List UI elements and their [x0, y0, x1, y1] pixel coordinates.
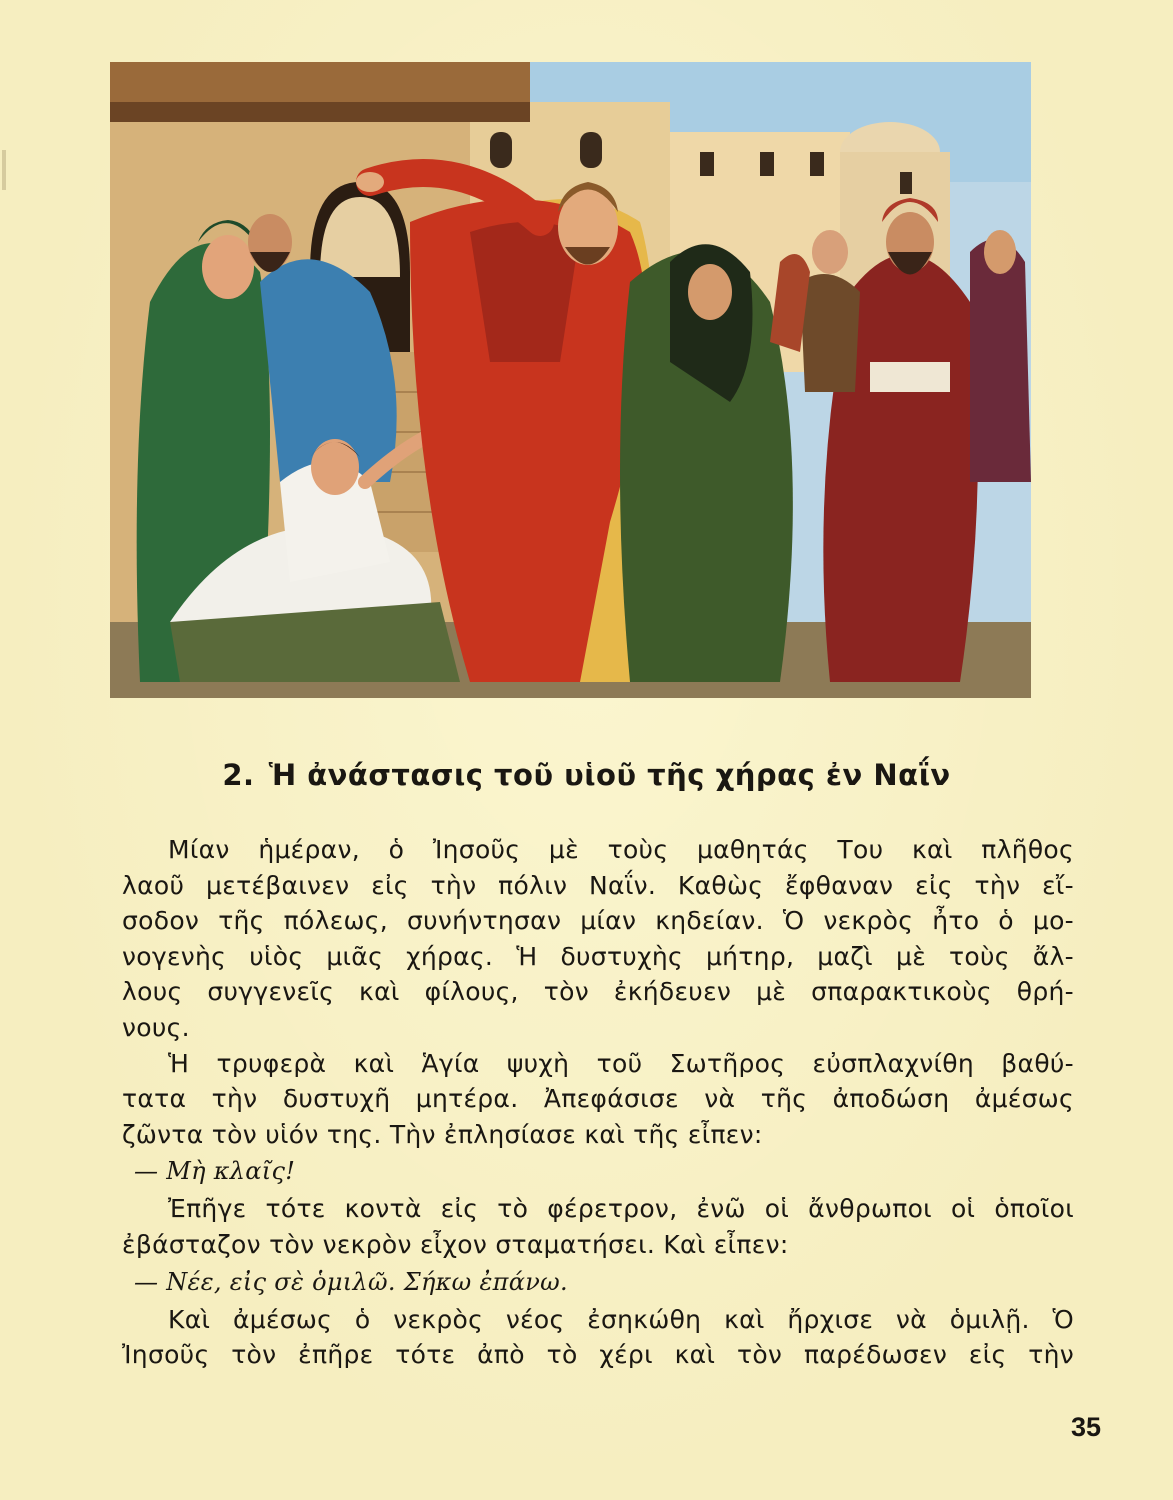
- chapter-number: 2.: [222, 758, 255, 792]
- chapter-heading: [60, 758, 1113, 806]
- text-line: Ἡ τρυφερὰ καὶ Ἁγία ψυχὴ τοῦ Σωτῆρος εὐσπλαχνίθη βαθύ-: [168, 1048, 1074, 1078]
- page-edge-mark: [2, 150, 6, 190]
- dialog-line: — Νέε, εἰς σὲ ὁμιλῶ. Σήκω ἐπάνω.: [134, 1267, 568, 1296]
- text-line: λαοῦ μετέβαινεν εἰς τὴν πόλιν Ναΐν. Καθὼς ἔφθαναν εἰς τὴν εἴ-: [122, 870, 1074, 900]
- text-line: ζῶντα τὸν υἱόν της. Τὴν ἐπλησίασε καὶ τῆς εἶπεν:: [122, 1119, 763, 1149]
- text-line: νους.: [122, 1012, 190, 1042]
- chapter-title: Ἡ ἀνάστασις τοῦ υἱοῦ τῆς χήρας ἐν Ναΐν: [268, 758, 951, 792]
- text-line: νογενὴς υἱὸς μιᾶς χήρας. Ἡ δυστυχὴς μήτηρ, μαζὶ μὲ τοὺς ἄλ-: [122, 941, 1074, 971]
- text-line: Ἰησοῦς τὸν ἐπῆρε τότε ἀπὸ τὸ χέρι καὶ τὸν παρέδωσεν εἰς τὴν: [122, 1340, 1074, 1370]
- page-number: 35: [1070, 1412, 1101, 1442]
- text-line: Καὶ ἀμέσως ὁ νεκρὸς νέος ἐσηκώθη καὶ ἤρχισε νὰ ὁμιλῇ. Ὁ: [168, 1304, 1074, 1334]
- body-text: [122, 832, 1074, 1373]
- text-line: Ἐπῆγε τότε κοντὰ εἰς τὸ φέρετρον, ἐνῶ οἱ ἄνθρωποι οἱ ὁποῖοι: [168, 1194, 1074, 1224]
- text-line: ἐβάσταζον τὸν νεκρὸν εἶχον σταματήσει. Καὶ εἶπεν:: [122, 1229, 789, 1259]
- raising-of-widows-son-illustration: [110, 62, 1031, 698]
- text-line: σοδον τῆς πόλεως, συνήντησαν μίαν κηδείαν. Ὁ νεκρὸς ἦτο ὁ μο-: [122, 906, 1074, 936]
- text-line: λους συγγενεῖς καὶ φίλους, τὸν ἐκήδευεν μὲ σπαρακτικοὺς θρή-: [122, 977, 1074, 1007]
- text-line: Μίαν ἡμέραν, ὁ Ἰησοῦς μὲ τοὺς μαθητάς Του καὶ πλῆθος: [168, 835, 1074, 864]
- dialog-line: — Μὴ κλαῖς!: [134, 1157, 296, 1186]
- text-line: τατα τὴν δυστυχῆ μητέρα. Ἀπεφάσισε νὰ τῆς ἀποδώση ἀμέσως: [122, 1084, 1074, 1114]
